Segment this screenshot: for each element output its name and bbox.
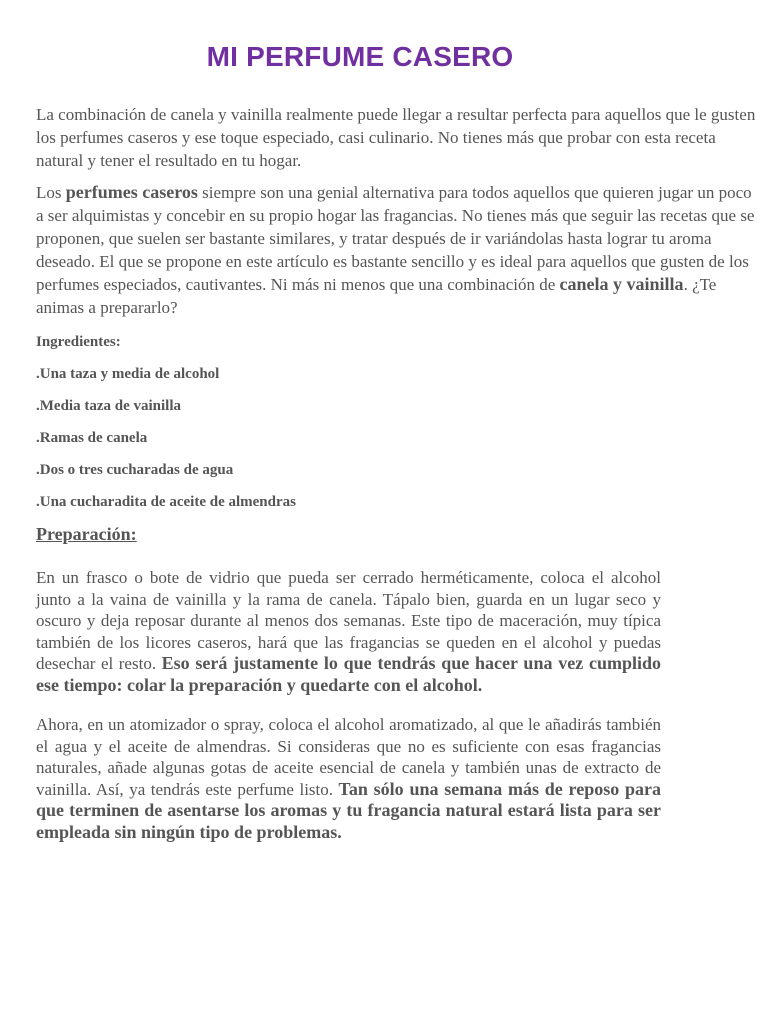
body-paragraph	[36, 181, 758, 319]
body-text: siempre son una genial alternativa para todos aquellos que quieren jugar un poco a ser alquimistas y concebir en su propio hogar las fragancias. No tienes más que seguir las recetas que se proponen, que suelen ser bastante similares, y tratar después de ir variándolas hasta lograr tu aroma deseado. El que se propone en este artículo es bastante sencillo y es ideal para aquellos que gusten de los perfumes especiados, cautivantes. Ni más ni menos que una combinación de	[36, 183, 755, 294]
body-text: . ¿Te animas a prepararlo?	[36, 275, 717, 317]
ingredients-label: Ingredientes:	[36, 334, 121, 350]
body-text: Los	[36, 183, 66, 202]
intro-paragraph: La combinación de canela y vainilla realmente puede llegar a resultar perfecta para aquellos que le gusten los perfumes caseros y ese toque especiado, casi culinario. No tienes más que probar con esta receta natural y tener el resultado en tu hogar.	[36, 105, 756, 170]
ingredient-item: .Una taza y media de alcohol	[36, 366, 220, 382]
ingredient-item: .Ramas de canela	[36, 430, 148, 446]
preparation-paragraph-2	[36, 714, 661, 843]
ingredient-item: .Media taza de vainilla	[36, 398, 181, 414]
preparation-heading: Preparación:	[36, 524, 137, 544]
body-text: En un frasco o bote de vidrio que pueda ser cerrado herméticamente, coloca el alcohol junto a la vaina de vainilla y la rama de canela. Tápalo bien, guarda en un lugar seco y oscuro y deja reposar durante al menos dos semanas. Este tipo de maceración, muy típica también de los licores caseros, hará que las fragancias se queden en el alcohol y puedas desechar el resto.	[36, 568, 661, 673]
ingredient-item: .Una cucharadita de aceite de almendras	[36, 494, 296, 510]
ingredient-item: .Dos o tres cucharadas de agua	[36, 462, 234, 478]
bold-sentence: Eso será justamente lo que tendrás que hacer una vez cumplido ese tiempo: colar la preparación y quedarte con el alcohol.	[36, 653, 661, 695]
bold-sentence: Tan sólo una semana más de reposo para que terminen de asentarse los aromas y tu fragancia natural estará lista para ser empleada sin ningún tipo de problemas.	[36, 778, 661, 842]
page-title: MI PERFUME CASERO	[206, 40, 514, 72]
preparation-paragraph-1	[36, 567, 661, 696]
body-text: Ahora, en un atomizador o spray, coloca el alcohol aromatizado, al que le añadirás también el agua y el aceite de almendras. Si consideras que no es suficiente con esas fragancias naturales, añade algunas gotas de aceite esencial de canela y también unas de extracto de vainilla. Así, ya tendrás este perfume listo.	[36, 715, 661, 799]
bold-phrase-canela-vainilla: canela y vainilla	[559, 274, 684, 294]
bold-phrase-perfumes-caseros: perfumes caseros	[65, 182, 198, 202]
